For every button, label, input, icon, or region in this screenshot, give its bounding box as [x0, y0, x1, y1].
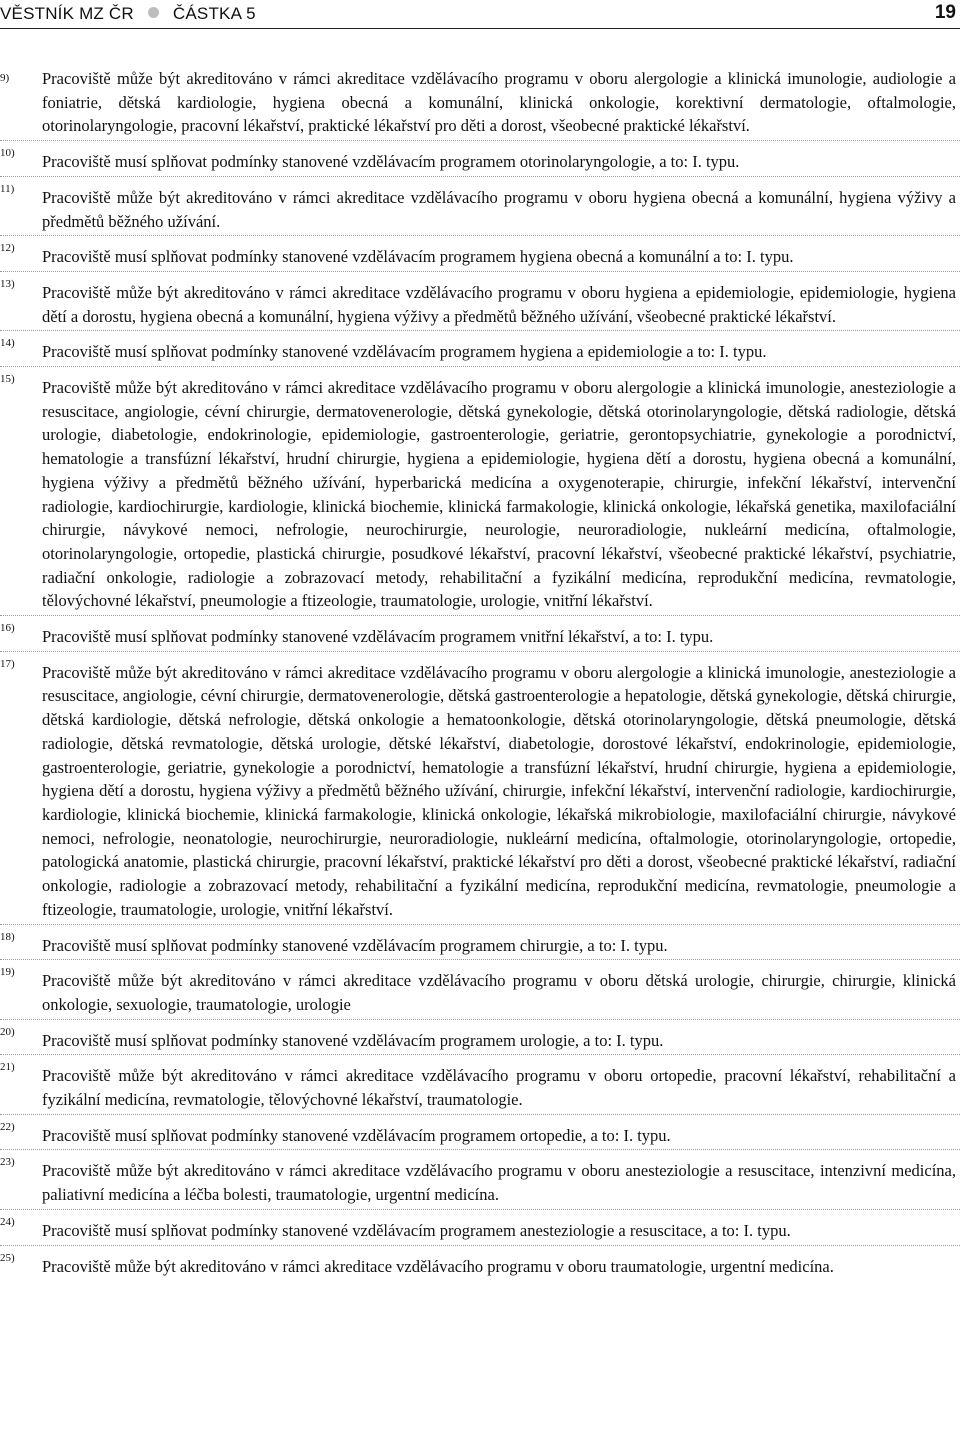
footnote-number: 14): [0, 337, 15, 350]
footnote-item: [0, 1154, 960, 1209]
footnote-number: 11): [0, 182, 15, 195]
footnote-item: [0, 620, 960, 652]
footnote-item: [0, 371, 960, 616]
footnote-item: [0, 276, 960, 331]
page-number: 19: [934, 2, 956, 23]
footnote-text: Pracoviště musí splňovat podmínky stanovené vzdělávacím programem vnitřní lékařství, a to: I. typu.: [42, 627, 714, 647]
footnote-text: Pracoviště může být akreditováno v rámci akreditace vzdělávacího programu v oboru hygiena a epidemiologie, epidemiologie, hygiena dětí a dorostu, hygiena obecná a komunální, hygiena výživy a předmětů běžného užívání, všeobecné praktické lékařství.: [42, 282, 956, 326]
footnote-text: Pracoviště může být akreditováno v rámci akreditace vzdělávacího programu v oboru alergologie a klinická imunologie, anesteziologie a resuscitace, angiologie, cévní chirurgie, dermatovenerologie, dětská gastroenterologie a hepatologie, dětská gynekologie, dětská chirurgie, dětská kardiologie, dětská nefrologie, dětská onkologie a hematoonkologie, dětská otorinolaryngologie, dětská pneumologie, dětská radiologie, dětská revmatologie, dětská urologie, dětské lékařství, diabetologie, dorostové lékařství, endokrinologie, epidemiologie, gastroenterologie, geriatrie, gynekologie a porodnictví, hematologie a transfúzní lékařství, hrudní chirurgie, hygiena a epidemiologie, hygiena dětí a dorostu, hygiena výživy a předmětů běžného užívání, chirurgie, infekční lékařství, intervenční radiologie, kardiochirurgie, kardiologie, klinická biochemie, klinická farmakologie, klinická onkologie, lékařská mikrobiologie, maxilofaciální chirurgie, návykové nemoci, nefrologie, neonatologie, neurochirurgie, neuroradiologie, nukleární medicína, oftalmologie, otorinolaryngologie, ortopedie, patologická anatomie, plastická chirurgie, pracovní lékařství, praktické lékařství pro děti a dorost, všeobecné praktické lékařství, radiační onkologie, radiologie a zobrazovací metody, rehabilitační a fyzikální medicína, reprodukční medicína, revmatologie, pneumologie a ftizeologie, traumatologie, urologie, vnitřní lékařství.: [42, 662, 956, 919]
footnote-item: [0, 240, 960, 272]
header-left: [0, 4, 256, 24]
footnote-item: [0, 964, 960, 1019]
footnote-number: 19): [0, 966, 15, 979]
issue-label: ČÁSTKA 5: [172, 4, 256, 23]
footnote-number: 10): [0, 147, 15, 160]
footnote-text: Pracoviště musí splňovat podmínky stanovené vzdělávacím programem hygiena obecná a komunální a to: I. typu.: [42, 247, 794, 267]
footnote-number: 23): [0, 1156, 15, 1169]
journal-title: VĚSTNÍK MZ ČR: [0, 4, 134, 23]
footnote-text: Pracoviště může být akreditováno v rámci akreditace vzdělávacího programu v oboru ortopedie, pracovní lékařství, rehabilitační a fyzikální medicína, revmatologie, tělovýchovné lékařství, traumatologie.: [42, 1066, 956, 1110]
footnote-item: [0, 1059, 960, 1114]
footnote-text: Pracoviště musí splňovat podmínky stanovené vzdělávacím programem hygiena a epidemiologie a to: I. typu.: [42, 342, 767, 362]
header-divider: [0, 28, 960, 29]
footnote-number: 15): [0, 373, 15, 386]
footnote-item: [0, 1214, 960, 1246]
footnote-number: 22): [0, 1120, 15, 1133]
footnote-item: [0, 929, 960, 961]
footnote-text: Pracoviště může být akreditováno v rámci akreditace vzdělávacího programu v oboru hygiena obecná a komunální, hygiena výživy a předmětů běžného užívání.: [42, 187, 956, 231]
page-header: [0, 0, 960, 30]
footnote-item: [0, 1024, 960, 1056]
footnote-number: 24): [0, 1215, 15, 1228]
footnote-text: Pracoviště může být akreditováno v rámci akreditace vzdělávacího programu v oboru alergologie a klinická imunologie, anesteziologie a resuscitace, angiologie, cévní chirurgie, dermatovenerologie, dětská gynekologie, dětská otorinolaryngologie, dětská radiologie, dětská urologie, diabetologie, endokrinologie, epidemiologie, gastroenterologie, geriatrie, gerontopsychiatrie, gynekologie a porodnictví, hematologie a transfúzní lékařství, hrudní chirurgie, hygiena a epidemiologie, hygiena dětí a dorostu, hygiena obecná a komunální, hygiena výživy a předmětů běžného užívání, hyperbarická medicína a oxygenoterapie, chirurgie, infekční lékařství, intervenční radiologie, kardiochirurgie, kardiologie, klinická biochemie, klinická farmakologie, klinická onkologie, lékařská genetika, maxilofaciální chirurgie, návykové nemoci, nefrologie, neurochirurgie, neurologie, neuroradiologie, nukleární medicína, oftalmologie, otorinolaryngologie, ortopedie, plastická chirurgie, posudkové lékařství, pracovní lékařství, všeobecné praktické lékařství, psychiatrie, radiační onkologie, radiologie a zobrazovací metody, rehabilitační a fyzikální medicína, reprodukční medicína, revmatologie, tělovýchovné lékařství, pneumologie a ftizeologie, traumatologie, urologie, vnitřní lékařství.: [42, 378, 956, 611]
footnote-number: 20): [0, 1025, 15, 1038]
footnote-text: Pracoviště musí splňovat podmínky stanovené vzdělávacím programem otorinolaryngologie, a to: I. typu.: [42, 152, 740, 172]
footnote-number: 13): [0, 277, 15, 290]
footnote-item: [0, 145, 960, 177]
footnote-text: Pracoviště musí splňovat podmínky stanovené vzdělávacím programem chirurgie, a to: I. typu.: [42, 935, 668, 955]
footnotes-list: [0, 42, 960, 1284]
footnote-item: [0, 42, 960, 141]
footnote-number: 25): [0, 1251, 15, 1264]
footnote-text: Pracoviště může být akreditováno v rámci akreditace vzdělávacího programu v oboru anesteziologie a resuscitace, intenzivní medicína, paliativní medicína a léčba bolesti, traumatologie, urgentní medicína.: [42, 1161, 956, 1205]
footnote-text: Pracoviště může být akreditováno v rámci akreditace vzdělávacího programu v oboru dětská urologie, chirurgie, chirurgie, klinická onkologie, sexuologie, traumatologie, urologie: [42, 971, 956, 1014]
footnote-item: [0, 335, 960, 367]
footnote-number: 16): [0, 622, 15, 635]
footnote-item: [0, 1119, 960, 1151]
footnote-text: Pracoviště může být akreditováno v rámci akreditace vzdělávacího programu v oboru traumatologie, urgentní medicína.: [42, 1256, 834, 1276]
footnote-text: Pracoviště musí splňovat podmínky stanovené vzdělávacím programem anesteziologie a resuscitace, a to: I. typu.: [42, 1220, 791, 1240]
circle-bullet-icon: [148, 7, 159, 18]
footnote-item: [0, 181, 960, 236]
footnote-text: Pracoviště může být akreditováno v rámci akreditace vzdělávacího programu v oboru alergologie a klinická imunologie, audiologie a foniatrie, dětská kardiologie, hygiena obecná a komunální, klinická onkologie, korektivní dermatologie, oftalmologie, otorinolaryngologie, pracovní lékařství, praktické lékařství pro děti a dorost, všeobecné praktické lékařství.: [42, 69, 956, 136]
footnote-item: [0, 1250, 960, 1281]
footnote-text: Pracoviště musí splňovat podmínky stanovené vzdělávacím programem urologie, a to: I. typu.: [42, 1030, 664, 1050]
footnote-item: [0, 656, 960, 925]
footnote-number: 18): [0, 930, 15, 943]
footnote-number: 12): [0, 242, 15, 255]
footnote-text: Pracoviště musí splňovat podmínky stanovené vzdělávacím programem ortopedie, a to: I. typu.: [42, 1125, 671, 1145]
footnote-number: 17): [0, 657, 15, 670]
footnote-number: 21): [0, 1061, 15, 1074]
footnote-number: 9): [0, 72, 10, 84]
